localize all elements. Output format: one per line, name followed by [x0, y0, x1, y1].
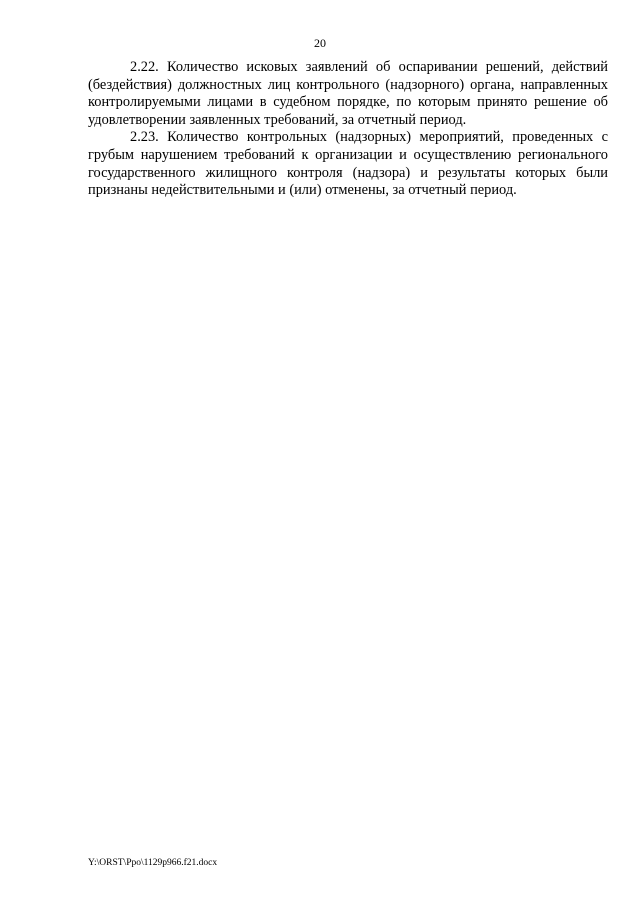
page-number: 20 [314, 36, 326, 50]
footer-file-path: Y:\ORST\Ppo\1129p966.f21.docx [88, 858, 218, 868]
paragraph-2-23: 2.23. Количество контрольных (надзорных) мероприятий, проведенных с грубым нарушением требований к организации и осуществлению регионального государственного жилищного контроля (надзора) и результаты которых были признаны недействительными и (или) отменены, за отчетный период. [88, 129, 608, 199]
paragraph-2-22: 2.22. Количество исковых заявлений об оспаривании решений, действий (бездействия) должностных лиц контрольного (надзорного) органа, направленных контролируемыми лицами в судебном порядке, по которым принято решение об удовлетворении заявленных требований, за отчетный период. [88, 59, 608, 128]
document-body [88, 59, 608, 200]
